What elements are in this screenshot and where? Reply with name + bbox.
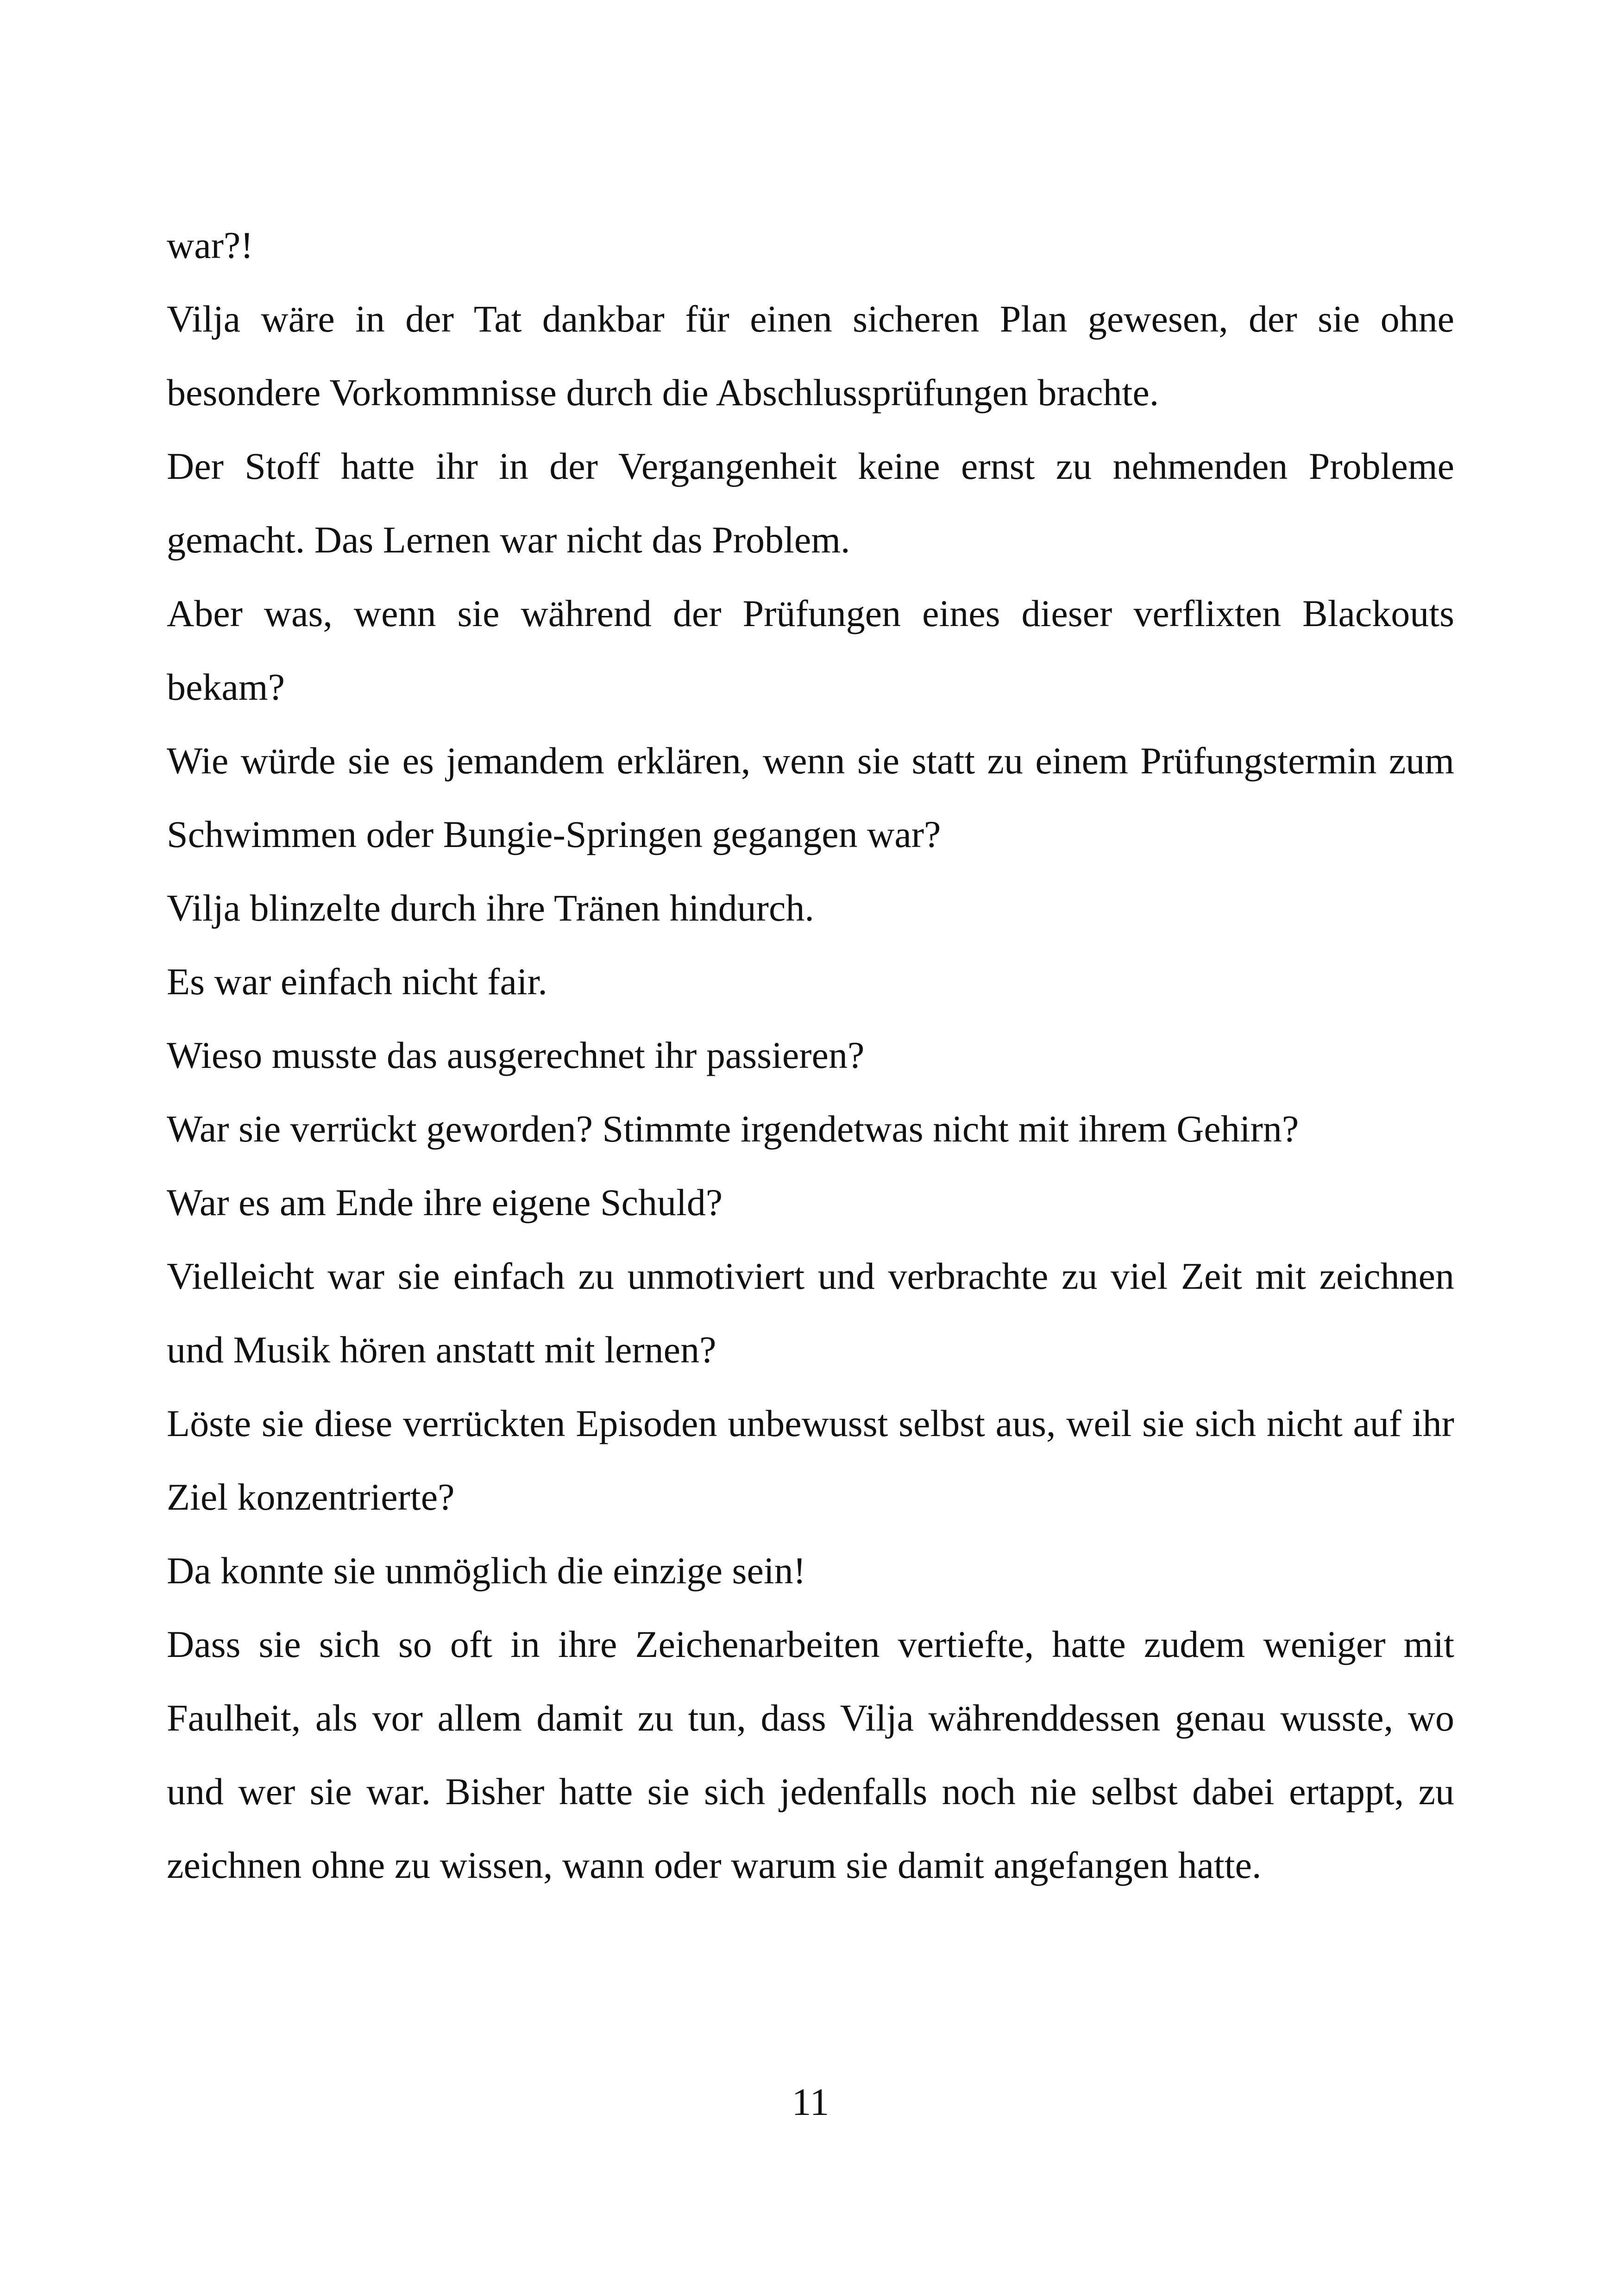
paragraph: War sie verrückt geworden? Stimmte irgendetwas nicht mit ihrem Gehirn? <box>167 1108 1299 1150</box>
paragraph: Vielleicht war sie einfach zu unmotiviert und verbrachte zu viel Zeit mit zeichnen und Musik hören anstatt mit lernen? <box>167 1255 1454 1371</box>
paragraph: Wieso musste das ausgerechnet ihr passieren? <box>167 1034 865 1076</box>
paragraph: Dass sie sich so oft in ihre Zeichenarbeiten vertiefte, hatte zudem weniger mit Faulheit, als vor allem damit zu tun, dass Vilja währenddessen genau wusste, wo und wer sie war. Bisher hatte sie sich jedenfalls noch nie selbst dabei ertappt, zu zeichnen ohne zu wissen, wann oder warum sie damit angefangen hatte. <box>167 1623 1454 1886</box>
paragraph: Der Stoff hatte ihr in der Vergangenheit keine ernst zu nehmenden Probleme gemacht. Das Lernen war nicht das Problem. <box>167 445 1454 561</box>
paragraph: War es am Ende ihre eigene Schuld? <box>167 1181 723 1223</box>
paragraph: Aber was, wenn sie während der Prüfungen eines dieser verflixten Blackouts bekam? <box>167 592 1454 708</box>
paragraph: Vilja blinzelte durch ihre Tränen hindurch. <box>167 887 814 929</box>
paragraph: war?! <box>167 224 253 266</box>
body-text <box>167 208 1454 1902</box>
paragraph: Vilja wäre in der Tat dankbar für einen sicheren Plan gewesen, der sie ohne besondere Vorkommnisse durch die Abschlussprüfungen brachte. <box>167 298 1454 414</box>
paragraph: Es war einfach nicht fair. <box>167 960 547 1003</box>
paragraph: Wie würde sie es jemandem erklären, wenn sie statt zu einem Prüfungstermin zum Schwimmen oder Bungie-Springen gegangen war? <box>167 740 1454 855</box>
paragraph: Da konnte sie unmöglich die einzige sein! <box>167 1549 806 1592</box>
page-number: 11 <box>792 2081 829 2124</box>
paragraph: Löste sie diese verrückten Episoden unbewusst selbst aus, weil sie sich nicht auf ihr Ziel konzentrierte? <box>167 1402 1454 1518</box>
